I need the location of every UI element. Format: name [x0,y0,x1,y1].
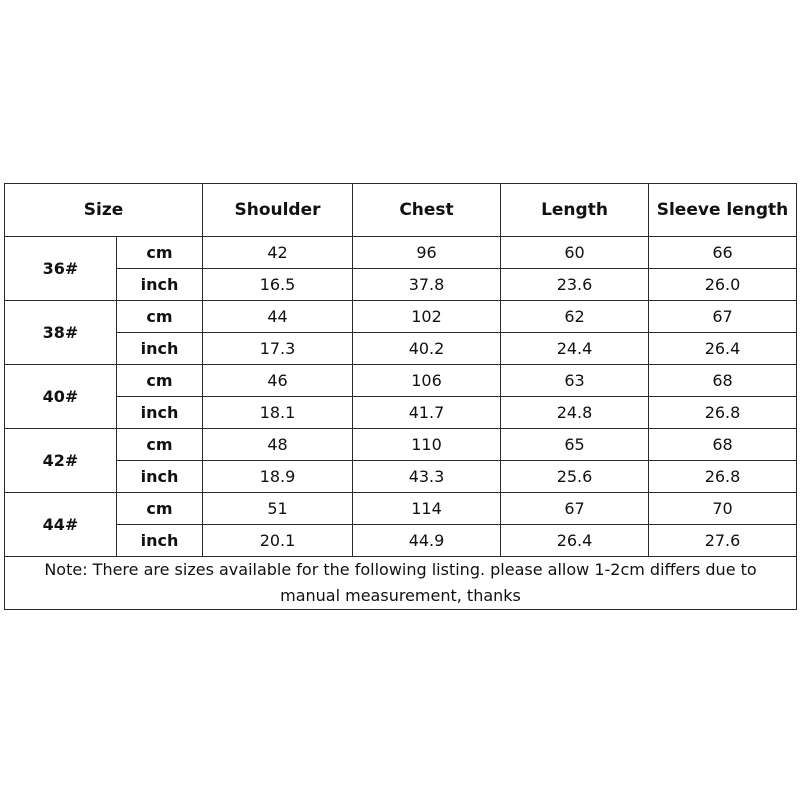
shoulder-value: 46 [203,365,353,397]
sleeve-value: 26.8 [649,397,797,429]
shoulder-value: 18.1 [203,397,353,429]
chest-value: 43.3 [353,461,501,493]
shoulder-value: 44 [203,301,353,333]
unit-inch: inch [117,461,203,493]
length-value: 24.8 [501,397,649,429]
header-size: Size [5,184,203,237]
chest-value: 37.8 [353,269,501,301]
length-value: 62 [501,301,649,333]
length-value: 25.6 [501,461,649,493]
chest-value: 96 [353,237,501,269]
sleeve-value: 67 [649,301,797,333]
sleeve-value: 70 [649,493,797,525]
unit-inch: inch [117,269,203,301]
size-label: 38# [5,301,117,365]
table-row [5,333,797,365]
table-row [5,237,797,269]
unit-cm: cm [117,365,203,397]
shoulder-value: 16.5 [203,269,353,301]
size-label: 40# [5,365,117,429]
chest-value: 106 [353,365,501,397]
unit-inch: inch [117,397,203,429]
header-row [5,184,797,237]
size-label: 36# [5,237,117,301]
unit-cm: cm [117,301,203,333]
length-value: 24.4 [501,333,649,365]
length-value: 67 [501,493,649,525]
length-value: 63 [501,365,649,397]
unit-cm: cm [117,237,203,269]
table-row [5,461,797,493]
sleeve-value: 26.0 [649,269,797,301]
sleeve-value: 68 [649,429,797,461]
measurement-note: Note: There are sizes available for the following listing. please allow 1-2cm differs due to manual measurement, thanks [5,557,797,610]
length-value: 26.4 [501,525,649,557]
shoulder-value: 20.1 [203,525,353,557]
table-row [5,301,797,333]
unit-cm: cm [117,493,203,525]
table-row [5,397,797,429]
table-row [5,429,797,461]
size-label: 42# [5,429,117,493]
table-row [5,365,797,397]
header-shoulder: Shoulder [203,184,353,237]
sleeve-value: 26.4 [649,333,797,365]
unit-cm: cm [117,429,203,461]
chest-value: 44.9 [353,525,501,557]
header-sleeve-length: Sleeve length [649,184,797,237]
chest-value: 40.2 [353,333,501,365]
table-row [5,269,797,301]
table-row [5,525,797,557]
size-chart-table [4,183,797,610]
sleeve-value: 68 [649,365,797,397]
shoulder-value: 18.9 [203,461,353,493]
sleeve-value: 66 [649,237,797,269]
length-value: 60 [501,237,649,269]
shoulder-value: 42 [203,237,353,269]
chest-value: 114 [353,493,501,525]
chest-value: 102 [353,301,501,333]
chest-value: 110 [353,429,501,461]
shoulder-value: 17.3 [203,333,353,365]
note-row [5,557,797,610]
chest-value: 41.7 [353,397,501,429]
unit-inch: inch [117,525,203,557]
length-value: 23.6 [501,269,649,301]
length-value: 65 [501,429,649,461]
table-row [5,493,797,525]
size-label: 44# [5,493,117,557]
unit-inch: inch [117,333,203,365]
header-chest: Chest [353,184,501,237]
shoulder-value: 48 [203,429,353,461]
sleeve-value: 27.6 [649,525,797,557]
header-length: Length [501,184,649,237]
sleeve-value: 26.8 [649,461,797,493]
shoulder-value: 51 [203,493,353,525]
